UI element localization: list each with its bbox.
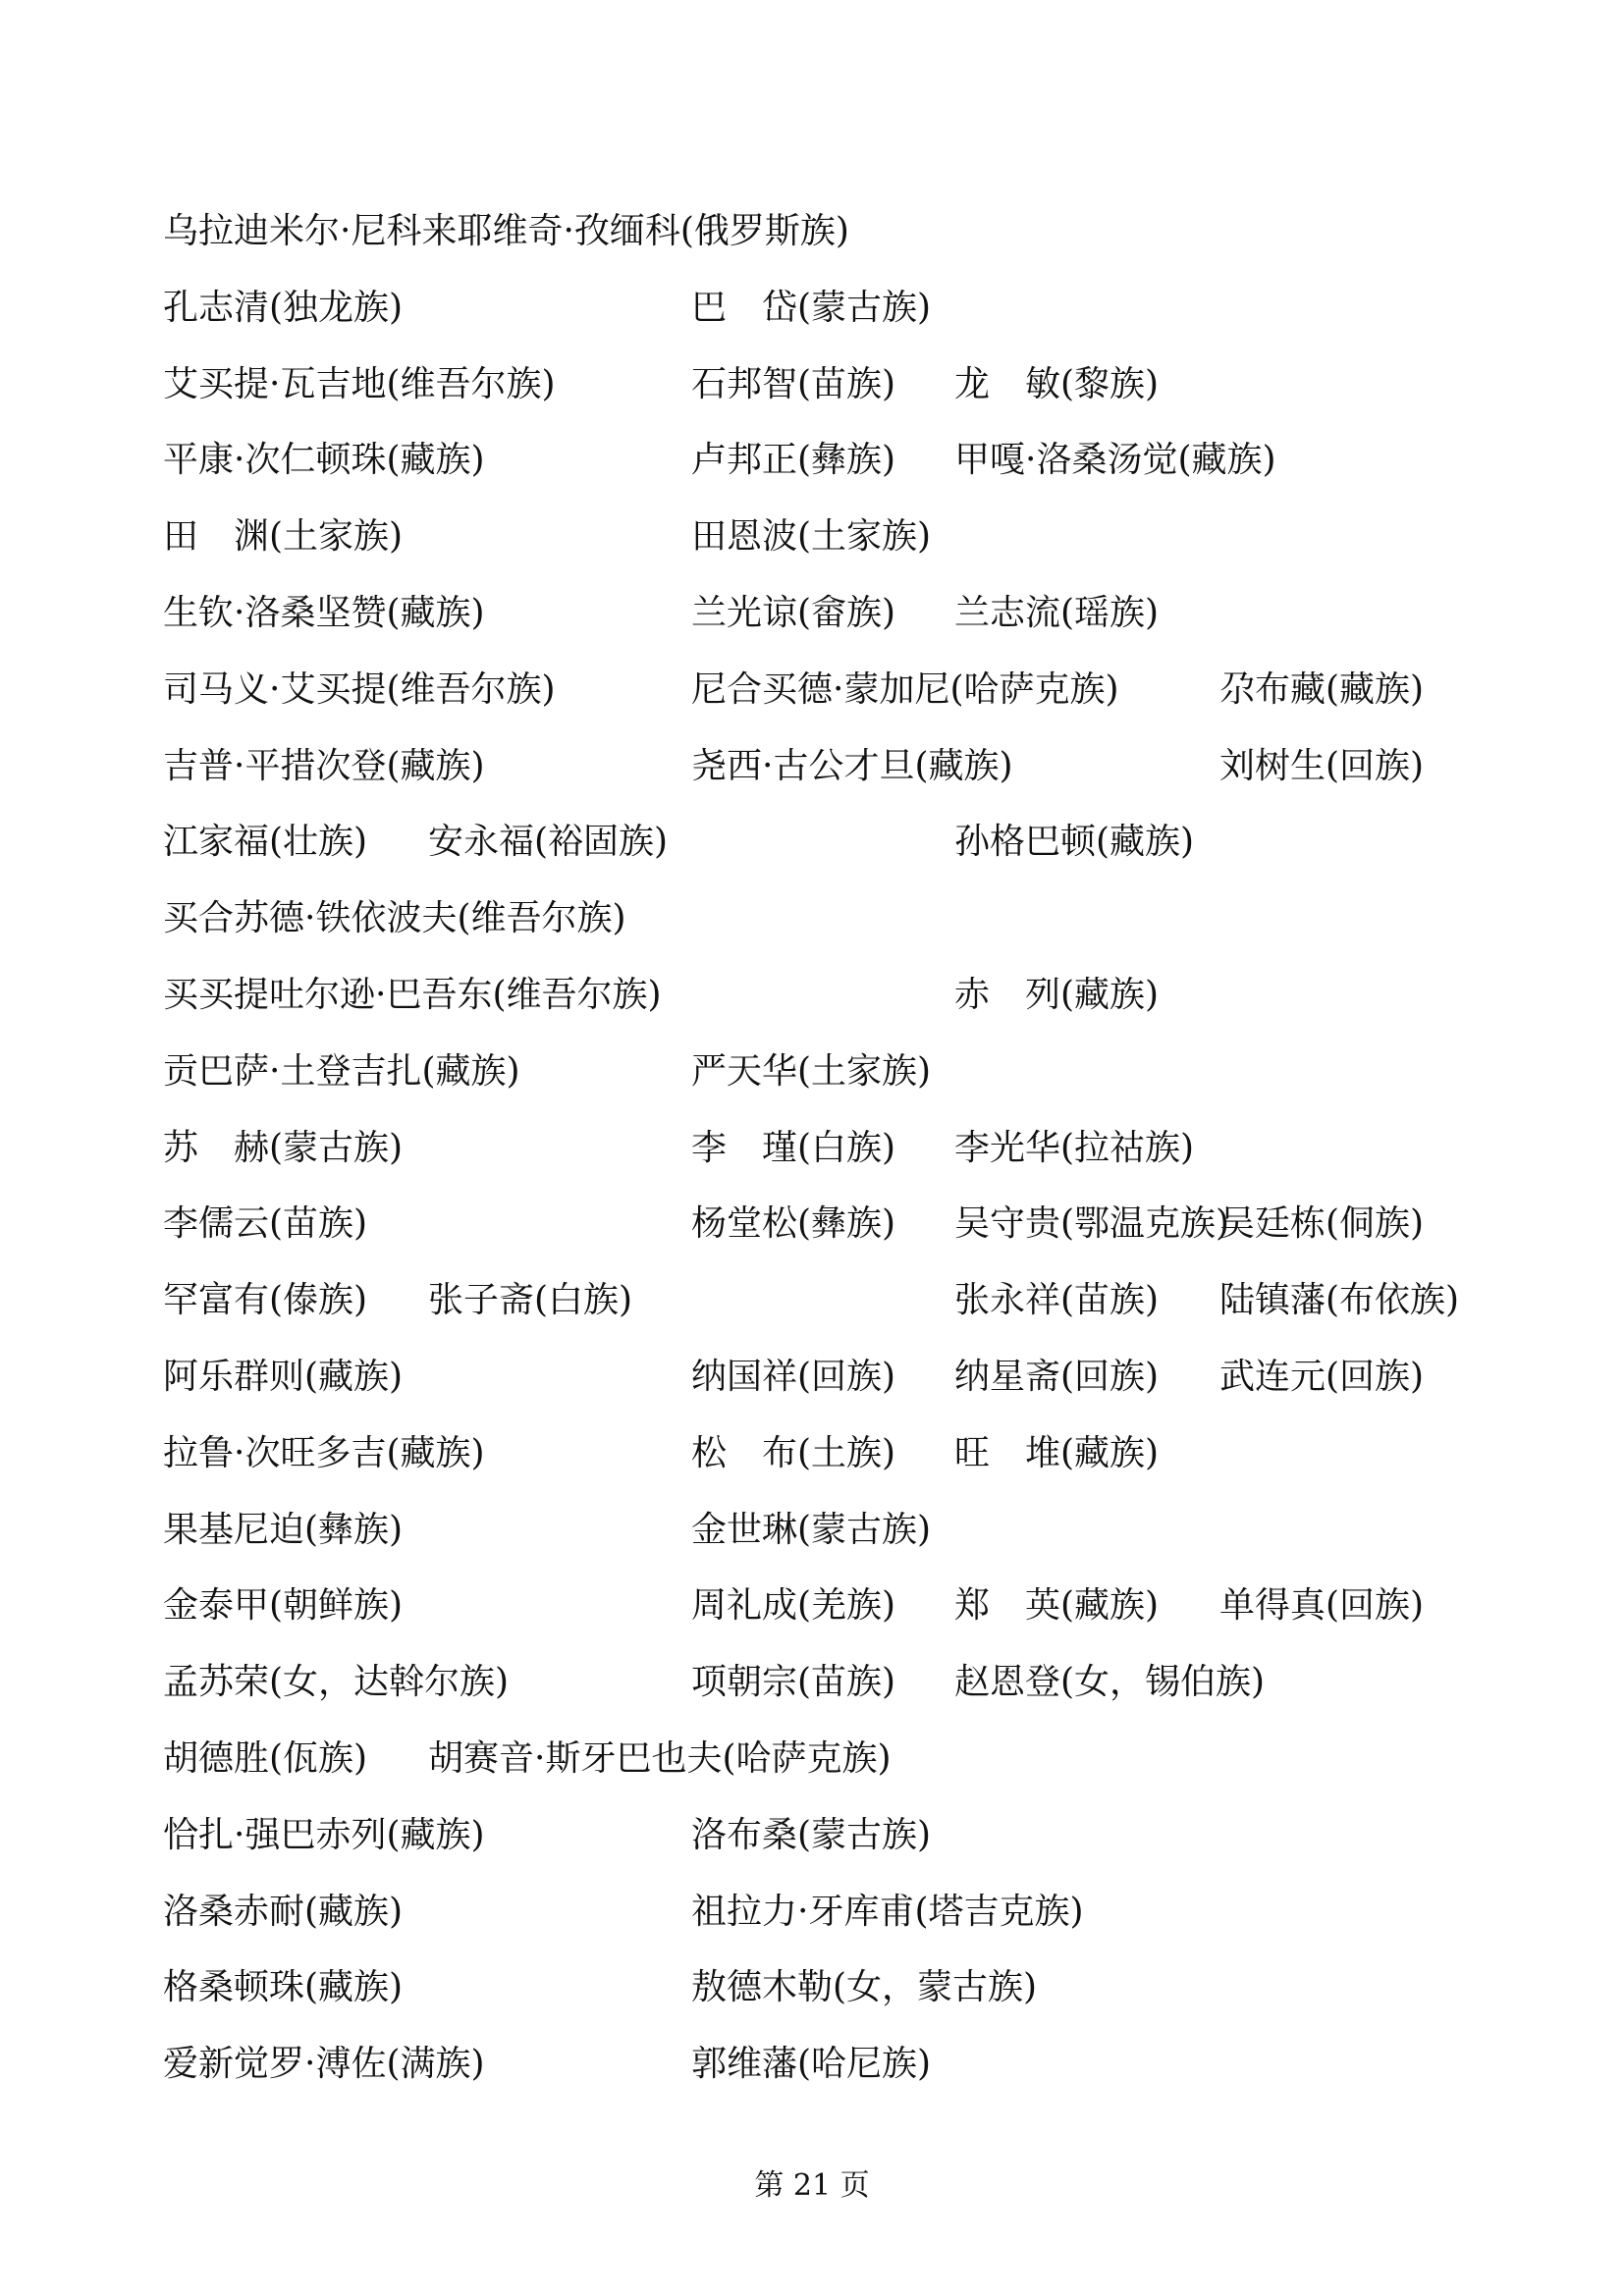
representative-name: 司马义·艾买提(维吾尔族) [163, 668, 556, 710]
name-row [163, 357, 1479, 434]
representative-name: 松 布(土族) [691, 1432, 896, 1473]
representative-name: 严天华(土家族) [691, 1050, 932, 1092]
representative-name: 平康·次仁顿珠(藏族) [163, 440, 485, 481]
representative-name: 胡赛音·斯牙巴也夫(哈萨克族) [428, 1737, 892, 1779]
representative-name: 洛桑赤耐(藏族) [163, 1891, 404, 1932]
name-row [163, 433, 1479, 509]
representative-name: 艾买提·瓦吉地(维吾尔族) [163, 363, 556, 404]
name-row [163, 1732, 1479, 1808]
name-row [163, 281, 1479, 357]
representative-name: 生钦·洛桑坚赞(藏族) [163, 592, 485, 633]
name-row [163, 968, 1479, 1044]
representative-name: 杨堂松(彝族) [691, 1203, 896, 1245]
representative-name: 武连元(回族) [1219, 1356, 1425, 1397]
name-row [163, 1273, 1479, 1350]
name-row [163, 586, 1479, 663]
representative-name: 巴 岱(蒙古族) [691, 287, 932, 328]
representative-name: 金泰甲(朝鲜族) [163, 1585, 404, 1627]
representative-name: 李光华(拉祜族) [954, 1127, 1195, 1168]
representative-name: 吉普·平措次登(藏族) [163, 745, 485, 786]
representative-name: 祖拉力·牙库甫(塔吉克族) [691, 1891, 1084, 1932]
representative-name: 拉鲁·次旺多吉(藏族) [163, 1432, 485, 1473]
representative-name: 张子斋(白族) [428, 1280, 633, 1321]
name-row [163, 509, 1479, 586]
representative-name: 甲嘎·洛桑汤觉(藏族) [954, 440, 1276, 481]
representative-name: 龙 敏(黎族) [954, 363, 1160, 404]
representative-name: 张永祥(苗族) [954, 1280, 1160, 1321]
representative-name: 阿乐群则(藏族) [163, 1356, 404, 1397]
representative-name: 刘树生(回族) [1219, 745, 1425, 786]
name-row [163, 1503, 1479, 1579]
representative-name: 苏 赫(蒙古族) [163, 1127, 404, 1168]
representative-name: 赤 列(藏族) [954, 974, 1160, 1015]
name-row [163, 663, 1479, 739]
representative-name: 旺 堆(藏族) [954, 1432, 1160, 1473]
representative-name: 兰志流(瑶族) [954, 592, 1160, 633]
name-row [163, 1350, 1479, 1426]
name-row [163, 739, 1479, 816]
representative-name: 格桑顿珠(藏族) [163, 1967, 404, 2008]
representative-name: 爱新觉罗·溥佐(满族) [163, 2044, 485, 2085]
name-row [163, 1121, 1479, 1198]
name-row [163, 1197, 1479, 1273]
name-row [163, 204, 1479, 281]
representative-name: 田恩波(土家族) [691, 516, 932, 558]
representative-name: 洛布桑(蒙古族) [691, 1814, 932, 1855]
representative-name: 李儒云(苗族) [163, 1203, 368, 1245]
representative-name: 尕布藏(藏族) [1219, 668, 1425, 710]
name-row [163, 1044, 1479, 1121]
representative-name: 罕富有(傣族) [163, 1280, 368, 1321]
name-row [163, 1655, 1479, 1732]
page-number: 第 21 页 [754, 2168, 870, 2203]
representative-name: 乌拉迪米尔·尼科来耶维奇·孜缅科(俄罗斯族) [163, 211, 849, 251]
representative-name: 周礼成(羌族) [691, 1585, 896, 1627]
representative-name: 尼合买德·蒙加尼(哈萨克族) [691, 668, 1119, 710]
name-row [163, 2037, 1479, 2113]
representative-name: 单得真(回族) [1219, 1585, 1425, 1627]
representative-name: 陆镇藩(布依族) [1219, 1280, 1460, 1321]
representative-name: 果基尼迫(彝族) [163, 1509, 404, 1550]
representative-name: 郭维藩(哈尼族) [691, 2044, 932, 2085]
representative-name: 孔志清(独龙族) [163, 287, 404, 328]
representative-name: 田 渊(土家族) [163, 516, 404, 558]
representative-name: 江家福(壮族) [163, 822, 368, 863]
representative-name: 贡巴萨·土登吉扎(藏族) [163, 1050, 520, 1092]
representative-name: 金世琳(蒙古族) [691, 1509, 932, 1550]
representative-name: 买买提吐尔逊·巴吾东(维吾尔族) [163, 974, 662, 1015]
representative-name: 恰扎·强巴赤列(藏族) [163, 1814, 485, 1855]
name-row [163, 1426, 1479, 1503]
representative-name: 吴廷栋(侗族) [1219, 1203, 1425, 1245]
representative-name: 孟苏荣(女，达斡尔族) [163, 1662, 510, 1703]
name-row [163, 815, 1479, 891]
representative-name: 郑 英(藏族) [954, 1585, 1160, 1627]
representative-name: 孙格巴顿(藏族) [954, 822, 1195, 863]
representative-name: 兰光谅(畲族) [691, 592, 896, 633]
name-row [163, 1885, 1479, 1961]
representative-name: 安永福(裕固族) [428, 822, 669, 863]
representative-name: 项朝宗(苗族) [691, 1662, 896, 1703]
name-row [163, 1578, 1479, 1655]
representative-name: 纳国祥(回族) [691, 1356, 896, 1397]
representative-name: 纳星斋(回族) [954, 1356, 1160, 1397]
representative-name: 李 瑾(白族) [691, 1127, 896, 1168]
representative-name: 尧西·古公才旦(藏族) [691, 745, 1013, 786]
representative-name: 胡德胜(佤族) [163, 1737, 368, 1779]
representative-name: 敖德木勒(女，蒙古族) [691, 1967, 1038, 2008]
representative-name: 卢邦正(彝族) [691, 440, 896, 481]
representative-name: 买合苏德·铁依波夫(维吾尔族) [163, 898, 626, 939]
representative-name: 吴守贵(鄂温克族) [954, 1203, 1230, 1245]
name-row [163, 891, 1479, 968]
name-row [163, 1808, 1479, 1885]
representative-name: 赵恩登(女，锡伯族) [954, 1662, 1266, 1703]
representatives-name-list [163, 204, 1479, 2113]
name-row [163, 1960, 1479, 2037]
representative-name: 石邦智(苗族) [691, 363, 896, 404]
